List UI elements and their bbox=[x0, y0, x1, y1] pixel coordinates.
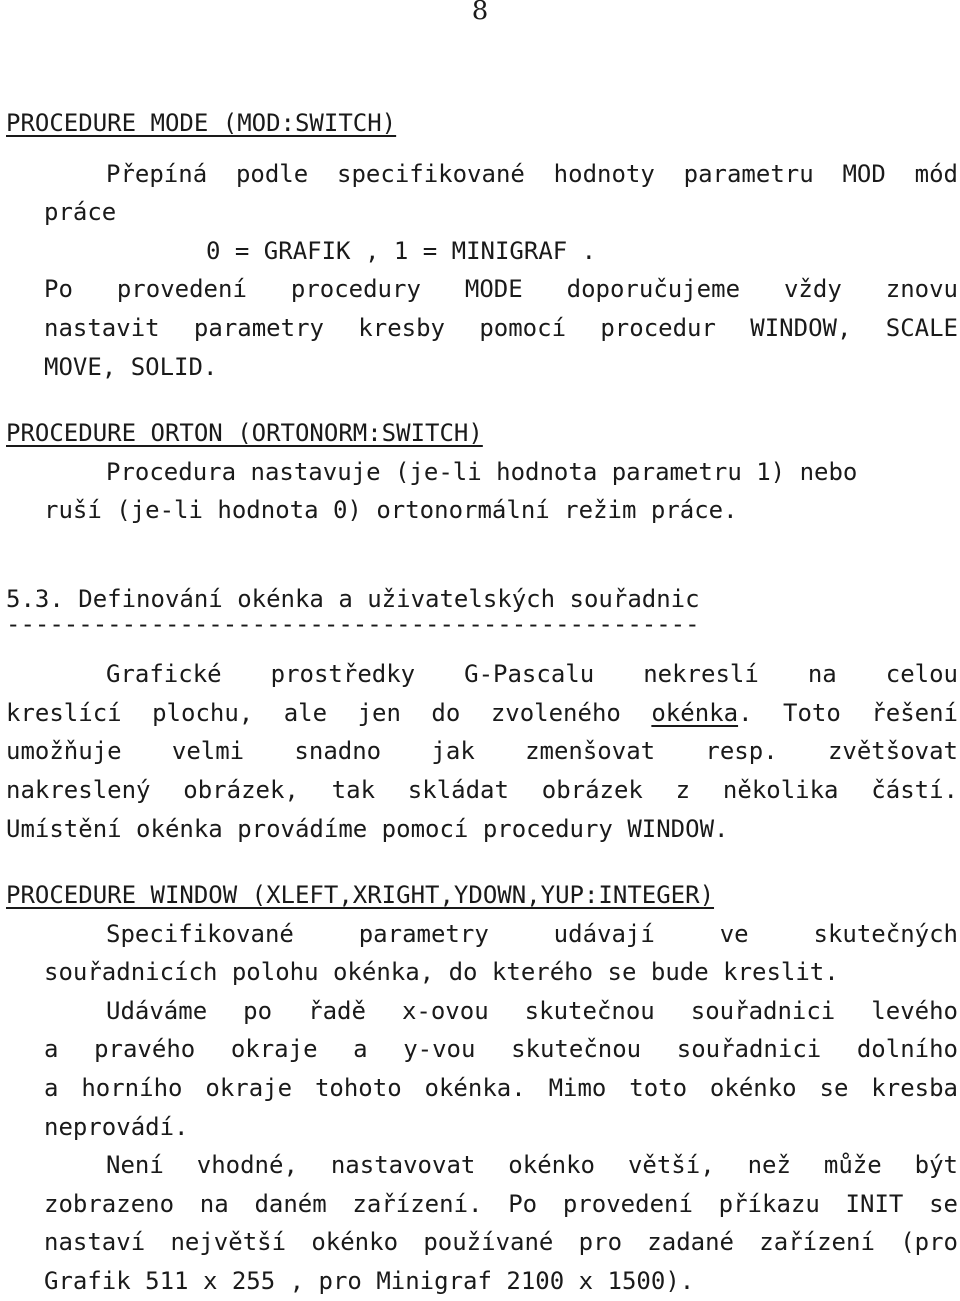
section-line-2-a: kreslící plochu, ale jen do zvoleného bbox=[6, 698, 621, 727]
page-number: 8 bbox=[471, 0, 489, 26]
mode-line-2: práce bbox=[44, 198, 117, 227]
section-line-2-b: . Toto řešení bbox=[738, 698, 958, 727]
section-line-1: Grafické prostředky G-Pascalu nekreslí na celou bbox=[106, 660, 958, 689]
window-p1-line-2: souřadnicích polohu okénka, do kterého se bude kreslit. bbox=[44, 958, 839, 987]
orton-heading: PROCEDURE ORTON (ORTONORM:SWITCH) bbox=[6, 419, 483, 447]
window-heading: PROCEDURE WINDOW (XLEFT,XRIGHT,YDOWN,YUP:INTEGER) bbox=[6, 881, 715, 909]
mode-section bbox=[6, 104, 958, 386]
window-p2-line-1: Udáváme po řadě x-ovou skutečnou souřadnici levého bbox=[106, 996, 958, 1025]
mode-line-5: nastavit parametry kresby pomocí procedur WINDOW, SCALE bbox=[44, 313, 958, 342]
orton-line-2: ruší (je-li hodnota 0) ortonormální režim práce. bbox=[44, 496, 738, 525]
section-line-2 bbox=[6, 694, 958, 733]
window-p3-line-4: Grafik 511 x 255 , pro Minigraf 2100 x 1500). bbox=[44, 1266, 695, 1295]
orton-line-1: Procedura nastavuje (je-li hodnota parametru 1) nebo bbox=[106, 457, 858, 486]
mode-heading: PROCEDURE MODE (MOD:SWITCH) bbox=[6, 109, 397, 137]
window-p3-line-3: nastaví největší okénko používané pro zadané zařízení (pro bbox=[44, 1228, 958, 1257]
mode-line-3: 0 = GRAFIK , 1 = MINIGRAF . bbox=[206, 236, 597, 265]
mode-line-6: MOVE, SOLID. bbox=[44, 352, 218, 381]
window-section bbox=[6, 876, 958, 1301]
window-p3-line-2: zobrazeno na daném zařízení. Po provedení příkazu INIT se bbox=[44, 1189, 958, 1218]
window-p1-line-1: Specifikované parametry udávají ve skutečných bbox=[106, 919, 958, 948]
section-line-3: umožňuje velmi snadno jak zmenšovat resp. zvětšovat bbox=[6, 737, 958, 766]
section-5-3 bbox=[6, 580, 958, 848]
mode-line-1: Přepíná podle specifikované hodnoty parametru MOD mód bbox=[106, 159, 958, 188]
window-p2-line-2: a pravého okraje a y-vou skutečnou souřadnici dolního bbox=[44, 1035, 958, 1064]
section-line-4: nakreslený obrázek, tak skládat obrázek z několika částí. bbox=[6, 775, 958, 804]
section-title: 5.3. Definování okénka a uživatelských souřadnic bbox=[6, 585, 700, 613]
section-rule: ------------------------------------------------ bbox=[6, 609, 700, 638]
mode-line-4: Po provedení procedury MODE doporučujeme vždy znovu bbox=[44, 275, 958, 304]
orton-section bbox=[6, 414, 958, 530]
section-line-5: Umístění okénka provádíme pomocí procedury WINDOW. bbox=[6, 814, 729, 843]
window-p2-line-3: a horního okraje tohoto okénka. Mimo toto okénko se kresba bbox=[44, 1073, 958, 1102]
okenka-underlined: okénka bbox=[651, 698, 739, 727]
window-p2-line-4: neprovádí. bbox=[44, 1112, 189, 1141]
window-p3-line-1: Není vhodné, nastavovat okénko větší, než může být bbox=[106, 1151, 958, 1180]
